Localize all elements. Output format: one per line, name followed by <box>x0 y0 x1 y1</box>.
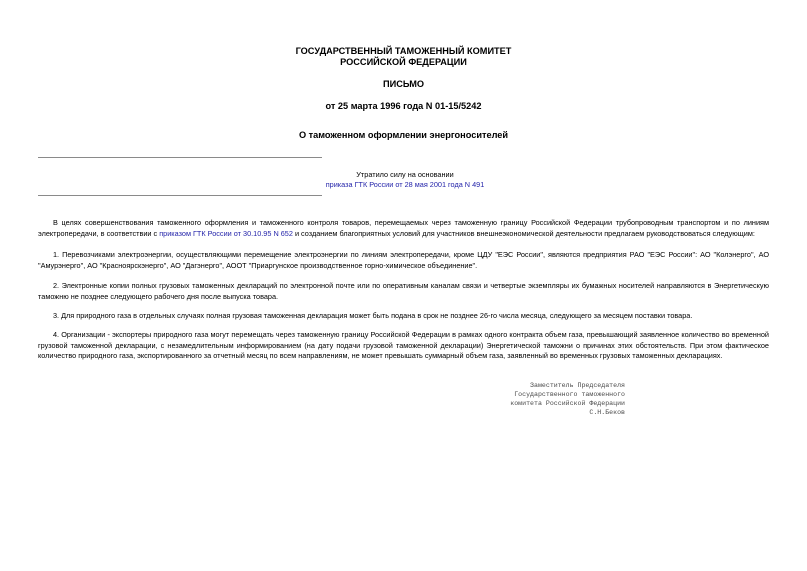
intro-paragraph <box>38 218 769 239</box>
signature-name: С.Н.Беков <box>589 409 625 416</box>
intro-text-before: В целях совершенствования таможенного оформления и таможенного контроля товаров, перемещаемых через таможенную границу Российской Федерации трубопроводным транспортом и по линиям электропередачи, в соответствии с <box>38 218 769 238</box>
agency-name-line2: РОССИЙСКОЙ ФЕДЕРАЦИИ <box>340 57 467 67</box>
item-3-paragraph: 3. Для природного газа в отдельных случаях полная грузовая таможенная декларация может быть подана в срок не позднее 26-го числа месяца, следующего за месяцем поставки товара. <box>53 311 693 320</box>
item-1-paragraph: 1. Перевозчиками электроэнергии, осуществляющими перемещение электроэнергии по линиям электропередачи, кроме ЦДУ "ЕЭС России", являются предприятия РАО "ЕЭС России": АО "Колэнерго", АО "Амурэнерго", АО "Красноярскэнерго", АО "Дагэнерго", АООТ "Приаргунское производственное горно-химическое объединение". <box>38 250 769 270</box>
item-2-paragraph: 2. Электронные копии полных грузовых таможенных деклараций по электронной почте или по оперативным каналам связи и четвертые экземпляры их бумажных носителей направляются в Энергетическую таможню не позднее следующего рабочего дня после выпуска товара. <box>38 281 769 301</box>
intro-text-after: и созданием благоприятных условий для участников внешнеэкономической деятельности предлагаем руководствоваться следующим: <box>292 228 755 238</box>
divider-bottom <box>38 195 322 196</box>
status-note-text: Утратило силу на основании <box>356 170 454 179</box>
document-subject: О таможенном оформлении энергоносителей <box>298 130 509 140</box>
agency-name-line1: ГОСУДАРСТВЕННЫЙ ТАМОЖЕННЫЙ КОМИТЕТ <box>295 46 512 56</box>
divider-top <box>38 157 322 158</box>
order-652-link[interactable]: приказом ГТК России от 30.10.95 N 652 <box>159 228 293 238</box>
document-type: ПИСЬМО <box>382 79 425 89</box>
status-note-link[interactable]: приказа ГТК России от 28 мая 2001 года N 491 <box>325 180 485 189</box>
signature-title-line3: комитета Российской Федерации <box>510 400 625 407</box>
signature-title-line1: Заместитель Председателя <box>530 382 625 389</box>
document-date-number: от 25 марта 1996 года N 01-15/5242 <box>325 101 482 111</box>
signature-title-line2: Государственного таможенного <box>514 391 625 398</box>
item-4-paragraph: 4. Организации - экспортеры природного газа могут перемещать через таможенную границу Российской Федерации в рамках одного контракта объем газа, превышающий заявленное количество во временной грузовой таможенной декларации, с незамедлительным информированием (на дату подачи грузовой таможенной декларации) Энергетической таможни о причинах этих обстоятельств. При этом фактическое количество природного газа, экспортированного за отчетный месяц по всем направлениям, не может превышать суммарный объем газа, заявленный во временных грузовых таможенных декларациях. <box>38 330 769 360</box>
